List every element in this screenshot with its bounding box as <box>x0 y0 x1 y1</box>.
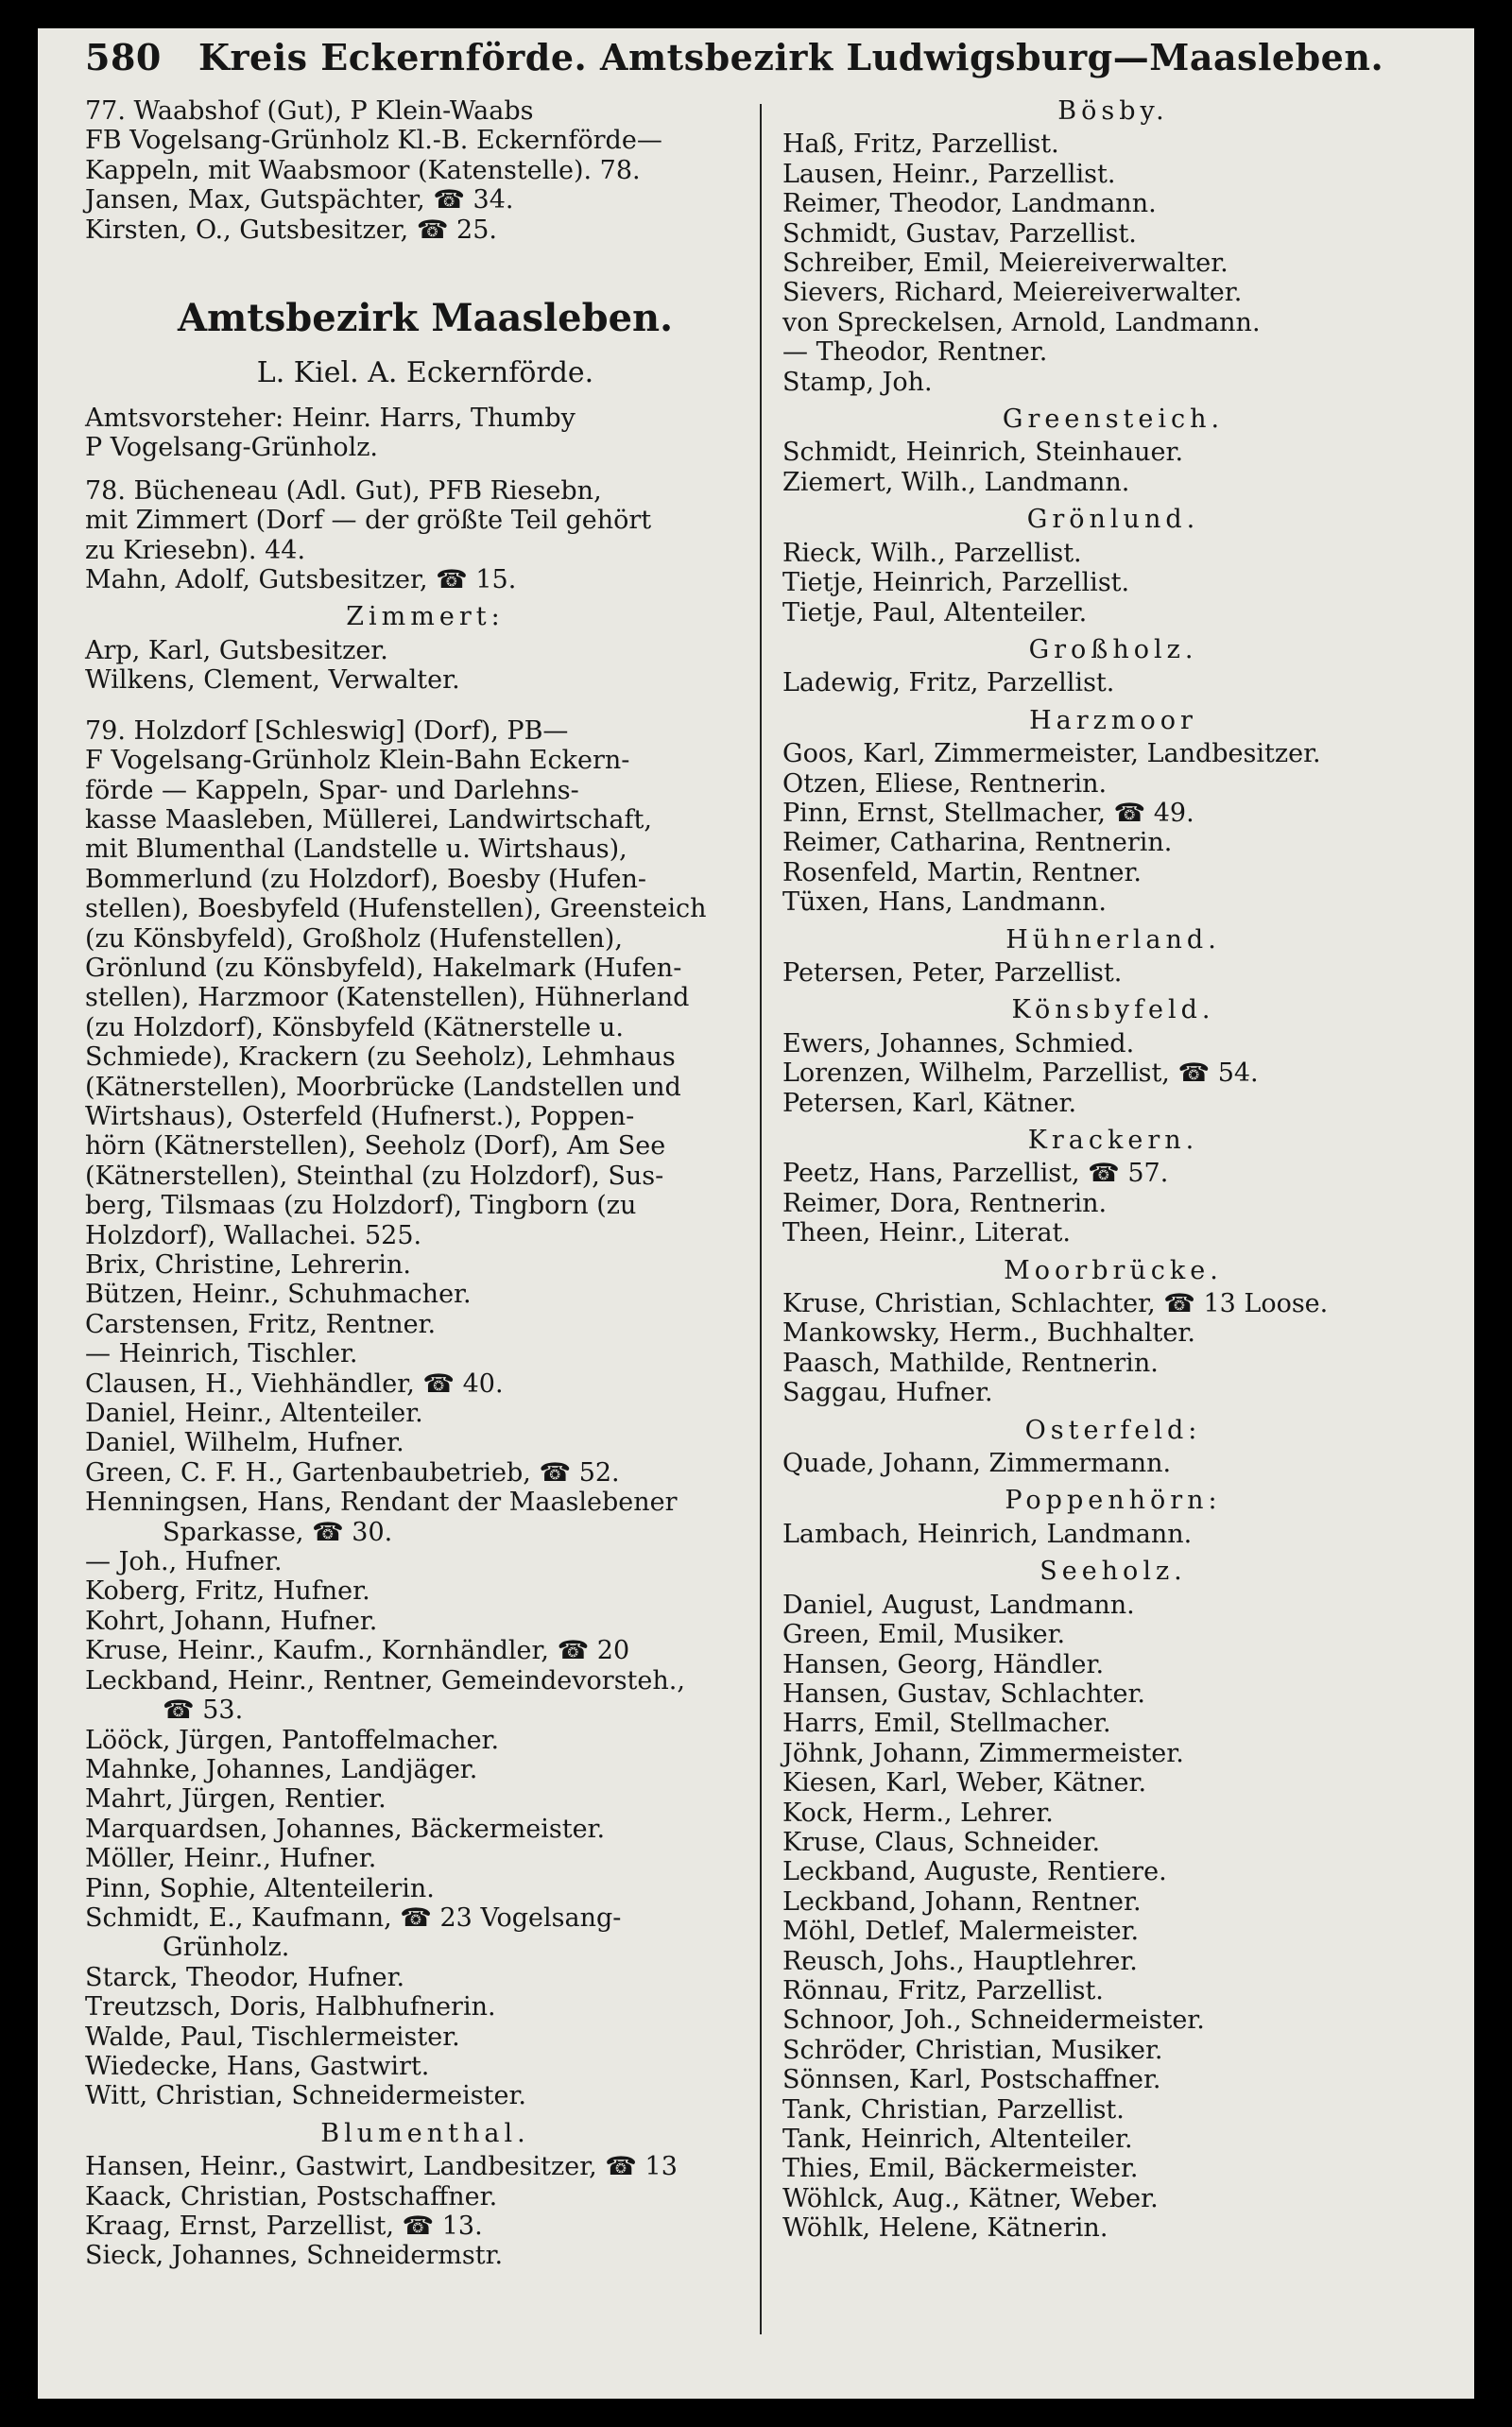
entry-line: Wirtshaus), Osterfeld (Hufnerst.), Poppen- <box>85 1101 635 1131</box>
resident-line: Pinn, Ernst, Stellmacher, ☎ 49. <box>782 798 1194 828</box>
entry-77 <box>85 96 765 185</box>
page-header <box>85 36 1384 78</box>
resident-line: Wöhlk, Helene, Kätnerin. <box>782 2213 1108 2244</box>
resident-line: Tietje, Paul, Altenteiler. <box>782 597 1088 628</box>
resident-line: Schreiber, Emil, Meiereiverwalter. <box>782 249 1228 279</box>
entry-line: Holzdorf), Wallachei. 525. <box>85 1220 422 1250</box>
resident-line: Schnoor, Joh., Schneidermeister. <box>782 2005 1205 2036</box>
resident-line: Walde, Paul, Tischlermeister. <box>85 2022 460 2052</box>
resident-line: Green, Emil, Musiker. <box>782 1620 1066 1650</box>
place-heading-blumenthal: Blumenthal. <box>320 2118 530 2148</box>
resident-line: Lööck, Jürgen, Pantoffelmacher. <box>85 1725 500 1755</box>
resident-line: Tüxen, Hans, Landmann. <box>782 887 1107 918</box>
section-title: Amtsbezirk Maasleben. <box>177 296 674 341</box>
resident-line: Möller, Heinr., Hufner. <box>85 1844 377 1874</box>
zimmert-residents <box>85 636 765 696</box>
blumenthal-residents <box>85 2152 765 2271</box>
resident-line: Lambach, Heinrich, Landmann. <box>782 1519 1193 1549</box>
entry-line: stellen), Harzmoor (Katenstellen), Hühnerland <box>85 983 690 1013</box>
entry-line: Kappeln, mit Waabsmoor (Katenstelle). 78. <box>85 155 641 185</box>
left-column <box>85 96 765 2271</box>
resident-line: Petersen, Karl, Kätner. <box>782 1088 1077 1118</box>
resident-line: Pinn, Sophie, Altenteilerin. <box>85 1873 435 1903</box>
resident-line: Saggau, Hufner. <box>782 1378 993 1408</box>
resident-line: Kruse, Heinr., Kaufm., Kornhändler, ☎ 20 <box>85 1636 630 1666</box>
resident-line: Clausen, H., Viehhändler, ☎ 40. <box>85 1368 504 1399</box>
place-heading: Moorbrücke. <box>1004 1255 1223 1285</box>
resident-line: Sieck, Johannes, Schneidermstr. <box>85 2241 504 2271</box>
resident-line: Reusch, Johs., Hauptlehrer. <box>782 1946 1138 1976</box>
resident-line: Kruse, Christian, Schlachter, ☎ 13 Loose. <box>782 1289 1329 1319</box>
resident-line: Ewers, Johannes, Schmied. <box>782 1028 1135 1059</box>
resident-line: Theen, Heinr., Literat. <box>782 1218 1071 1248</box>
entry-79 <box>85 716 765 1250</box>
entry-line: förde — Kappeln, Spar- und Darlehns- <box>85 775 579 805</box>
place-heading: Greensteich. <box>1002 404 1225 435</box>
place-heading: Hühnerland. <box>1005 924 1221 955</box>
place-heading: Harzmoor <box>1029 705 1197 735</box>
resident-line: Tietje, Heinrich, Parzellist. <box>782 568 1130 598</box>
resident-line: Mankowsky, Herm., Buchhalter. <box>782 1318 1195 1349</box>
resident-line: Green, C. F. H., Gartenbaubetrieb, ☎ 52. <box>85 1457 620 1488</box>
place-heading: Krackern. <box>1027 1126 1199 1155</box>
resident-line: — Theodor, Rentner. <box>782 337 1048 368</box>
resident-line: Wiedecke, Hans, Gastwirt. <box>85 2051 430 2081</box>
section-subtitle: L. Kiel. A. Eckernförde. <box>256 356 594 390</box>
resident-line: Goos, Karl, Zimmermeister, Landbesitzer. <box>782 739 1321 769</box>
resident-line: Kohrt, Johann, Hufner. <box>85 1606 378 1636</box>
entry-line: FB Vogelsang-Grünholz Kl.-B. Eckernförde— <box>85 126 662 156</box>
resident-line: Brix, Christine, Lehrerin. <box>85 1250 411 1280</box>
resident-line: Leckband, Johann, Rentner. <box>782 1886 1142 1917</box>
resident-line: ☎ 53. <box>163 1695 244 1726</box>
right-column <box>782 96 1444 2244</box>
resident-line: Daniel, Wilhelm, Hufner. <box>85 1428 404 1458</box>
resident-line: Sievers, Richard, Meiereiverwalter. <box>782 278 1243 308</box>
resident-line: Carstensen, Fritz, Rentner. <box>85 1309 437 1339</box>
resident-line: Schmidt, E., Kaufmann, ☎ 23 Vogelsang- <box>85 1902 622 1933</box>
place-heading: Bösby. <box>1057 96 1169 126</box>
entry-line: hörn (Kätnerstellen), Seeholz (Dorf), Am See <box>85 1131 666 1162</box>
resident-line: Marquardsen, Johannes, Bäckermeister. <box>85 1814 606 1844</box>
resident-line: Schmidt, Gustav, Parzellist. <box>782 218 1137 249</box>
entry-78-residents <box>85 565 765 594</box>
resident-line: Möhl, Detlef, Malermeister. <box>782 1917 1140 1947</box>
entry-line: (zu Holzdorf), Könsbyfeld (Kätnerstelle u. <box>85 1012 624 1042</box>
amtsvorsteher <box>85 404 765 463</box>
resident-line: Hansen, Gustav, Schlachter. <box>782 1678 1145 1709</box>
directory-page <box>38 28 1474 2399</box>
resident-line: Wilkens, Clement, Verwalter. <box>85 665 460 696</box>
entry-line: (Kätnerstellen), Steinthal (zu Holzdorf), Sus- <box>85 1161 664 1191</box>
resident-line: — Heinrich, Tischler. <box>85 1339 358 1369</box>
resident-line: Paasch, Mathilde, Rentnerin. <box>782 1348 1159 1378</box>
resident-line: Lausen, Heinr., Parzellist. <box>782 159 1116 189</box>
resident-line: Kaack, Christian, Postschaffner. <box>85 2181 498 2212</box>
place-heading: Grönlund. <box>1026 505 1200 535</box>
resident-line: Rosenfeld, Martin, Rentner. <box>782 857 1142 887</box>
resident-line: Sparkasse, ☎ 30. <box>163 1517 393 1547</box>
resident-line: Leckband, Auguste, Rentiere. <box>782 1857 1167 1887</box>
resident-line: Reimer, Theodor, Landmann. <box>782 189 1157 219</box>
resident-line: Mahn, Adolf, Gutsbesitzer, ☎ 15. <box>85 565 517 595</box>
resident-line: Starck, Theodor, Hufner. <box>85 1962 405 1992</box>
place-heading: Osterfeld: <box>1024 1415 1202 1445</box>
resident-line: Sönnsen, Karl, Postschaffner. <box>782 2065 1161 2095</box>
resident-line: Rieck, Wilh., Parzellist. <box>782 538 1082 568</box>
place-heading: Seeholz. <box>1040 1557 1187 1587</box>
resident-line: Ladewig, Fritz, Parzellist. <box>782 668 1115 698</box>
resident-line: Ziemert, Wilh., Landmann. <box>782 467 1130 497</box>
resident-line: Jöhnk, Johann, Zimmermeister. <box>782 1738 1184 1768</box>
resident-line: Koberg, Fritz, Hufner. <box>85 1576 370 1607</box>
entry-line: F Vogelsang-Grünholz Klein-Bahn Eckern- <box>85 746 630 776</box>
resident-line: Tank, Heinrich, Altenteiler. <box>782 2125 1133 2154</box>
page-number: 580 <box>85 36 162 78</box>
place-heading: Großholz. <box>1028 634 1198 664</box>
entry-line: mit Zimmert (Dorf — der größte Teil gehört <box>85 506 652 536</box>
resident-line: Kiesen, Karl, Weber, Kätner. <box>782 1768 1147 1799</box>
entry-line: Grönlund (zu Könsbyfeld), Hakelmark (Hufen- <box>85 953 682 983</box>
resident-line: Schröder, Christian, Musiker. <box>782 2035 1163 2065</box>
place-heading: Könsbyfeld. <box>1011 995 1215 1025</box>
entry-line: 78. Bücheneau (Adl. Gut), PFB Riesebn, <box>85 475 602 506</box>
resident-line: Quade, Johann, Zimmermann. <box>782 1449 1172 1479</box>
resident-line: Petersen, Peter, Parzellist. <box>782 957 1123 988</box>
resident-line: Kock, Herm., Lehrer. <box>782 1798 1054 1828</box>
amtsvorsteher-line: P Vogelsang-Grünholz. <box>85 433 379 463</box>
entry-line: 79. Holzdorf [Schleswig] (Dorf), PB— <box>85 715 569 746</box>
resident-line: Daniel, August, Landmann. <box>782 1590 1135 1620</box>
resident-line: Peetz, Hans, Parzellist, ☎ 57. <box>782 1159 1169 1189</box>
resident-line: Stamp, Joh. <box>782 367 933 397</box>
resident-line: Harrs, Emil, Stellmacher. <box>782 1709 1111 1739</box>
entry-line: mit Blumenthal (Landstelle u. Wirtshaus), <box>85 835 627 865</box>
resident-line: — Joh., Hufner. <box>85 1547 283 1577</box>
resident-line: Hansen, Heinr., Gastwirt, Landbesitzer, ☎ 13 <box>85 2152 678 2182</box>
entry-line: berg, Tilsmaas (zu Holzdorf), Tingborn (zu <box>85 1191 637 1221</box>
resident-line: Lorenzen, Wilhelm, Parzellist, ☎ 54. <box>782 1059 1259 1089</box>
entry-line: Schmiede), Krackern (zu Seeholz), Lehmhaus <box>85 1042 676 1073</box>
resident-line: Otzen, Eliese, Rentnerin. <box>782 768 1108 799</box>
resident-line: Tank, Christian, Parzellist. <box>782 2094 1125 2125</box>
resident-line: Mahnke, Johannes, Landjäger. <box>85 1754 478 1784</box>
resident-line: Bützen, Heinr., Schuhmacher. <box>85 1280 472 1310</box>
resident-line: Daniel, Heinr., Altenteiler. <box>85 1399 423 1429</box>
entry-77-residents <box>85 185 765 245</box>
resident-line: Leckband, Heinr., Rentner, Gemeindevorsteh., <box>85 1665 685 1695</box>
amtsvorsteher-line: Amtsvorsteher: Heinr. Harrs, Thumby <box>85 404 576 434</box>
resident-line: Arp, Karl, Gutsbesitzer. <box>85 635 388 665</box>
resident-line: Henningsen, Hans, Rendant der Maaslebener <box>85 1488 678 1518</box>
resident-line: Reimer, Dora, Rentnerin. <box>782 1188 1108 1218</box>
entry-line: (zu Könsbyfeld), Großholz (Hufenstellen), <box>85 923 623 954</box>
resident-line: Thies, Emil, Bäckermeister. <box>782 2154 1139 2184</box>
entry-line: stellen), Boesbyfeld (Hufenstellen), Greensteich <box>85 894 707 924</box>
resident-line: Kraag, Ernst, Parzellist, ☎ 13. <box>85 2212 483 2241</box>
resident-line: von Spreckelsen, Arnold, Landmann. <box>782 307 1261 337</box>
resident-line: Reimer, Catharina, Rentnerin. <box>782 828 1173 858</box>
resident-line: Haß, Fritz, Parzellist. <box>782 129 1059 160</box>
resident-line: Mahrt, Jürgen, Rentier. <box>85 1784 387 1815</box>
resident-line: Jansen, Max, Gutspächter, ☎ 34. <box>85 185 514 215</box>
entry-line: zu Kriesebn). 44. <box>85 535 306 565</box>
place-heading: Poppenhörn: <box>1005 1486 1222 1516</box>
entry-line: 77. Waabshof (Gut), P Klein-Waabs <box>85 96 534 126</box>
resident-line: Kruse, Claus, Schneider. <box>782 1827 1101 1857</box>
resident-line: Wöhlck, Aug., Kätner, Weber. <box>782 2183 1159 2213</box>
entry-line: kasse Maasleben, Müllerei, Landwirtschaft, <box>85 804 652 835</box>
entry-78 <box>85 476 765 565</box>
entry-line: (Kätnerstellen), Moorbrücke (Landstellen und <box>85 1072 681 1102</box>
resident-line: Rönnau, Fritz, Parzellist. <box>782 1975 1104 2005</box>
entry-79-residents <box>85 1250 765 2111</box>
resident-line: Treutzsch, Doris, Halbhufnerin. <box>85 1992 496 2022</box>
resident-line: Schmidt, Heinrich, Steinhauer. <box>782 438 1184 468</box>
entry-line: Bommerlund (zu Holzdorf), Boesby (Hufen- <box>85 864 646 894</box>
resident-line: Hansen, Georg, Händler. <box>782 1649 1105 1679</box>
place-heading-zimmert: Zimmert: <box>346 602 505 632</box>
page-title: Kreis Eckernförde. Amtsbezirk Ludwigsburg—Maasleben. <box>198 36 1384 78</box>
resident-line: Witt, Christian, Schneidermeister. <box>85 2081 526 2111</box>
resident-line: Grünholz. <box>163 1933 290 1963</box>
resident-line: Kirsten, O., Gutsbesitzer, ☎ 25. <box>85 215 497 245</box>
